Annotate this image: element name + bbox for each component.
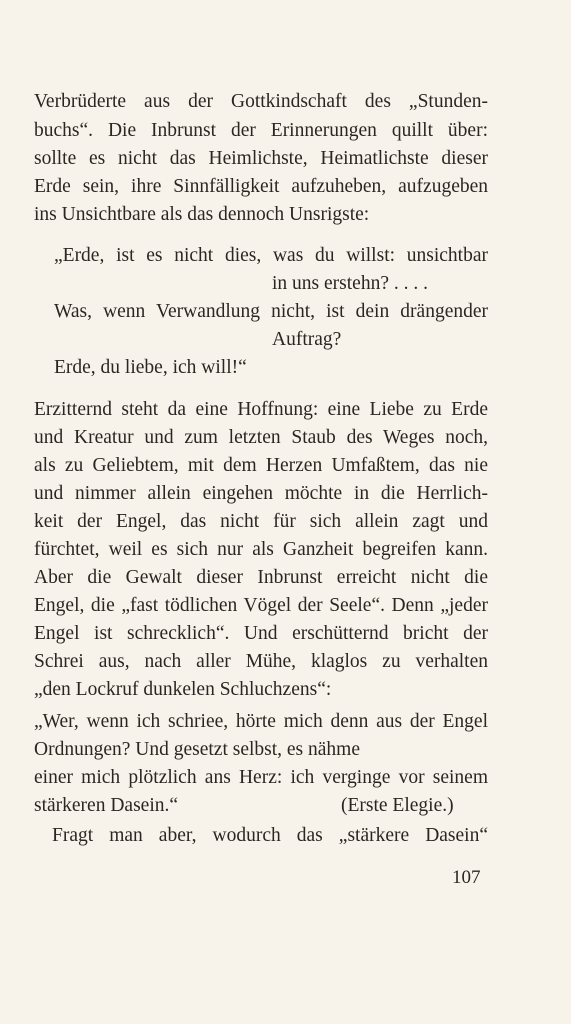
text-line: fürchtet, weil es sich nur als Ganzheit begreifen kann.	[34, 539, 488, 560]
quote-line: stärkeren Dasein.“	[34, 795, 179, 816]
text-line: und nimmer allein eingehen möchte in die Herrlich-	[34, 483, 488, 504]
quote-line: Ordnungen? Und gesetzt selbst, es nähme	[34, 739, 360, 760]
text-line: als zu Geliebtem, mit dem Herzen Umfaßtem, das nie	[34, 455, 488, 476]
verse-line-continuation: Auftrag?	[272, 329, 342, 350]
page-number: 107	[452, 867, 481, 888]
text-line: buchs“. Die Inbrunst der Erinnerungen quillt über:	[34, 120, 488, 141]
quote-line: „Wer, wenn ich schriee, hörte mich denn aus der Engel	[34, 711, 488, 732]
verse-line: Erde, du liebe, ich will!“	[54, 357, 247, 378]
text-line: Erde sein, ihre Sinnfälligkeit aufzuheben, aufzugeben	[34, 176, 488, 197]
source-citation: (Erste Elegie.)	[341, 795, 454, 816]
text-line: Fragt man aber, wodurch das „stärkere Dasein“	[52, 825, 488, 846]
text-line: keit der Engel, das nicht für sich allein zagt und	[34, 511, 488, 532]
text-line: „den Lockruf dunkelen Schluchzens“:	[34, 679, 332, 700]
text-line: sollte es nicht das Heimlichste, Heimatlichste dieser	[34, 148, 488, 169]
text-line: Engel, die „fast tödlichen Vögel der Seele“. Denn „jeder	[34, 595, 488, 616]
text-line: Aber die Gewalt dieser Inbrunst erreicht nicht die	[34, 567, 488, 588]
text-line: und Kreatur und zum letzten Staub des Weges noch,	[34, 427, 488, 448]
verse-line: „Erde, ist es nicht dies, was du willst: unsichtbar	[54, 245, 488, 266]
text-line: Schrei aus, nach aller Mühe, klaglos zu verhalten	[34, 651, 488, 672]
verse-line: Was, wenn Verwandlung nicht, ist dein drängender	[54, 301, 488, 322]
text-line: ins Unsichtbare als das dennoch Unsrigste:	[34, 204, 370, 225]
verse-line-continuation: in uns erstehn? . . . .	[272, 273, 428, 294]
text-line: Erzitternd steht da eine Hoffnung: eine Liebe zu Erde	[34, 399, 488, 420]
quote-line: einer mich plötzlich ans Herz: ich verginge vor seinem	[34, 767, 488, 788]
text-line: Engel ist schrecklich“. Und erschütternd bricht der	[34, 623, 488, 644]
text-line: Verbrüderte aus der Gottkindschaft des „Stunden-	[34, 91, 488, 112]
